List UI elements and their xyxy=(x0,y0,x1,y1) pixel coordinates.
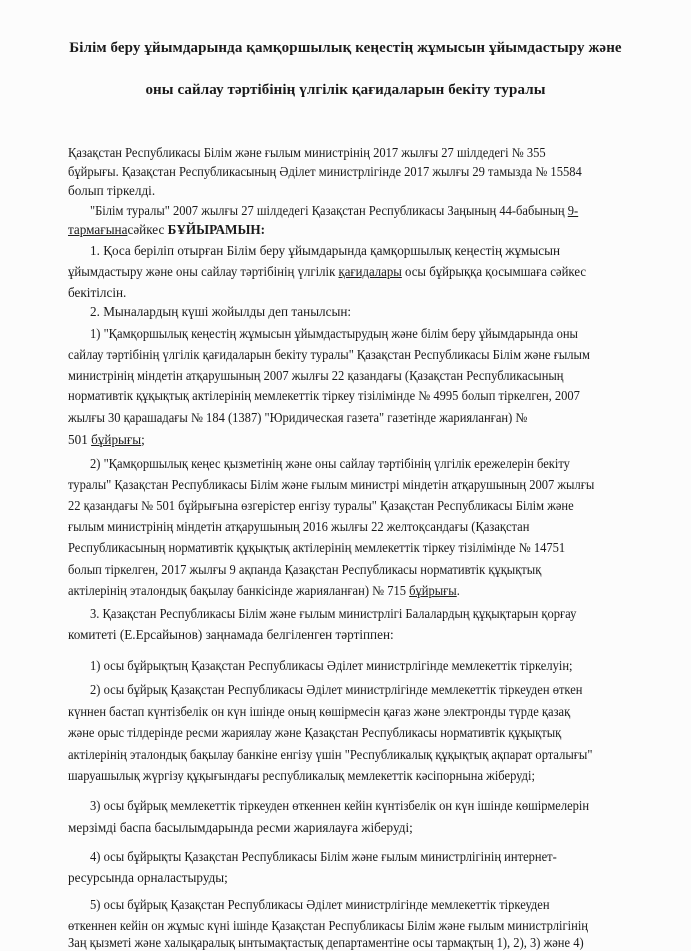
text-line: күннен бастап күнтізбелік он күн ішінде оның көшірмесін қағаз және электронды түрде қазақ xyxy=(68,704,571,719)
text-line: 1) осы бұйрықтың Қазақстан Республикасы Әділет министрлігінде мемлекеттік тіркелуін; xyxy=(90,658,573,673)
text-segment: "Білім туралы" 2007 жылғы 27 шілдедегі Қазақстан Республикасы Заңының 44-бабының xyxy=(90,203,568,218)
text-line: ресурсында орналастыруды; xyxy=(68,870,228,885)
text-segment: ; xyxy=(141,432,145,447)
text-line: Заң қызметі және халықаралық ынтымақтастық департаментіне осы тармақтың 1), 2), 3) және 4) xyxy=(68,935,584,950)
text-line: 2) "Қамқоршылық кеңес қызметінің және оны сайлау тәртібінің үлгілік ережелерін бекіту xyxy=(90,456,570,471)
document-title-line-2: оны сайлау тәртібінің үлгілік қағидаларын бекіту туралы xyxy=(145,82,546,98)
text-line: өткеннен кейін он жұмыс күні ішінде Қазақстан Республикасы Білім және ғылым министрлігінің xyxy=(68,918,589,933)
text-line: 22 қазандағы № 501 бұйрығына өзгерістер енгізу туралы" Қазақстан Республикасы Білім және xyxy=(68,498,574,513)
text-segment: 501 xyxy=(68,432,92,447)
text-line xyxy=(68,432,145,448)
text-line: шаруашылық жүргізу құқығындағы республикалық мемлекеттік кәсіпорнына жіберуді; xyxy=(68,768,535,783)
text-line: нормативтік құқықтық актілерінің мемлекеттік тіркеу тізілімінде № 4995 болып тіркелген, 2007 xyxy=(68,388,580,403)
text-line: 3. Қазақстан Республикасы Білім және ғылым министрлігі Балалардың құқықтарын қорғау xyxy=(90,606,577,621)
text-line: және орыс тілдерінде ресми жариялау және Қазақстан Республикасы нормативтік құқықтық xyxy=(68,725,562,740)
text-segment: сәйкес xyxy=(127,222,168,237)
text-segment: актілерінің эталондық бақылау банкісінде жарияланған) № 715 xyxy=(68,583,410,598)
text-line: бекітілсін. xyxy=(68,285,127,300)
text-line xyxy=(68,222,265,238)
text-line: 1. Қоса беріліп отырған Білім беру ұйымдарында қамқоршылық кеңестің жұмысын xyxy=(90,243,561,258)
text-segment: . xyxy=(456,583,460,598)
text-line: туралы" Қазақстан Республикасы Білім және ғылым министрі міндетін атқарушының 2007 жылғы xyxy=(68,477,595,492)
text-line: болып тіркелген, 2017 жылғы 9 ақпанда Қазақстан Республикасы нормативтік құқықтық xyxy=(68,562,542,577)
text-line: сайлау тәртібінің үлгілік қағидаларын бекіту туралы" Қазақстан Республикасы Білім және ғылым xyxy=(68,347,590,362)
text-line xyxy=(68,264,586,280)
text-line xyxy=(68,583,460,599)
text-line: Қазақстан Республикасы Білім және ғылым министрінің 2017 жылғы 27 шілдедегі № 355 xyxy=(68,145,546,160)
order-link[interactable]: бұйрығы xyxy=(91,432,142,447)
text-line: Республикасының нормативтік құқықтық актілерінің мемлекеттік тіркеу тізілімінде № 14751 xyxy=(68,540,566,555)
rules-link[interactable]: қағидалары xyxy=(338,264,402,279)
text-line: жылғы 30 қарашадағы № 184 (1387) "Юридическая газета" газетінде жарияланған) № xyxy=(68,410,528,425)
text-line: 2. Мыналардың күші жойылды деп танылсын: xyxy=(90,304,352,319)
law-article-link[interactable]: 9- xyxy=(567,203,579,218)
text-line: комитеті (Е.Ерсайынов) заңнамада белгіленген тәртіппен: xyxy=(68,627,394,642)
text-segment: осы бұйрыққа қосымшаға сәйкес xyxy=(401,264,586,279)
text-line: болып тіркелді. xyxy=(68,183,156,198)
text-line: 2) осы бұйрық Қазақстан Республикасы Әділет министрлігінде мемлекеттік тіркеуден өткен xyxy=(90,682,583,697)
text-line: ғылым министрінің міндетін атқарушының 2016 жылғы 22 желтоқсандағы (Қазақстан xyxy=(68,519,530,534)
text-line: актілерінің эталондық бақылау банкіне енгізу үшін "Республикалық құқықтық ақпарат орталығы" xyxy=(68,747,593,762)
text-segment: ұйымдастыру және оны сайлау тәртібінің үлгілік xyxy=(68,264,339,279)
text-line: министрінің міндетін атқарушының 2007 жылғы 22 қазандағы (Қазақстан Республикасының xyxy=(68,368,564,383)
law-clause-link[interactable]: тармағына xyxy=(68,222,128,237)
order-keyword: БҰЙЫРАМЫН: xyxy=(167,222,266,237)
text-line: 1) "Қамқоршылық кеңестің жұмысын ұйымдастырудың және білім беру ұйымдарында оны xyxy=(90,326,578,341)
document-title-line-1: Білім беру ұйымдарында қамқоршылық кеңестің жұмысын ұйымдастыру және xyxy=(69,40,622,56)
text-line: 5) осы бұйрық Қазақстан Республикасы Әділет министрлігінде мемлекеттік тіркеуден xyxy=(90,897,550,912)
text-line xyxy=(90,203,578,219)
text-line: бұйрығы. Қазақстан Республикасының Әділет министрлігінде 2017 жылғы 29 тамызда № 15584 xyxy=(68,164,582,179)
text-line: 4) осы бұйрықты Қазақстан Республикасы Білім және ғылым министрлігінің интернет- xyxy=(90,849,557,864)
text-line: мерзімді баспа басылымдарында ресми жариялауға жіберуді; xyxy=(68,820,413,835)
order-link[interactable]: бұйрығы xyxy=(409,583,457,598)
text-line: 3) осы бұйрық мемлекеттік тіркеуден өткеннен кейін күнтізбелік он күн ішінде көшірмелерін xyxy=(90,798,590,813)
